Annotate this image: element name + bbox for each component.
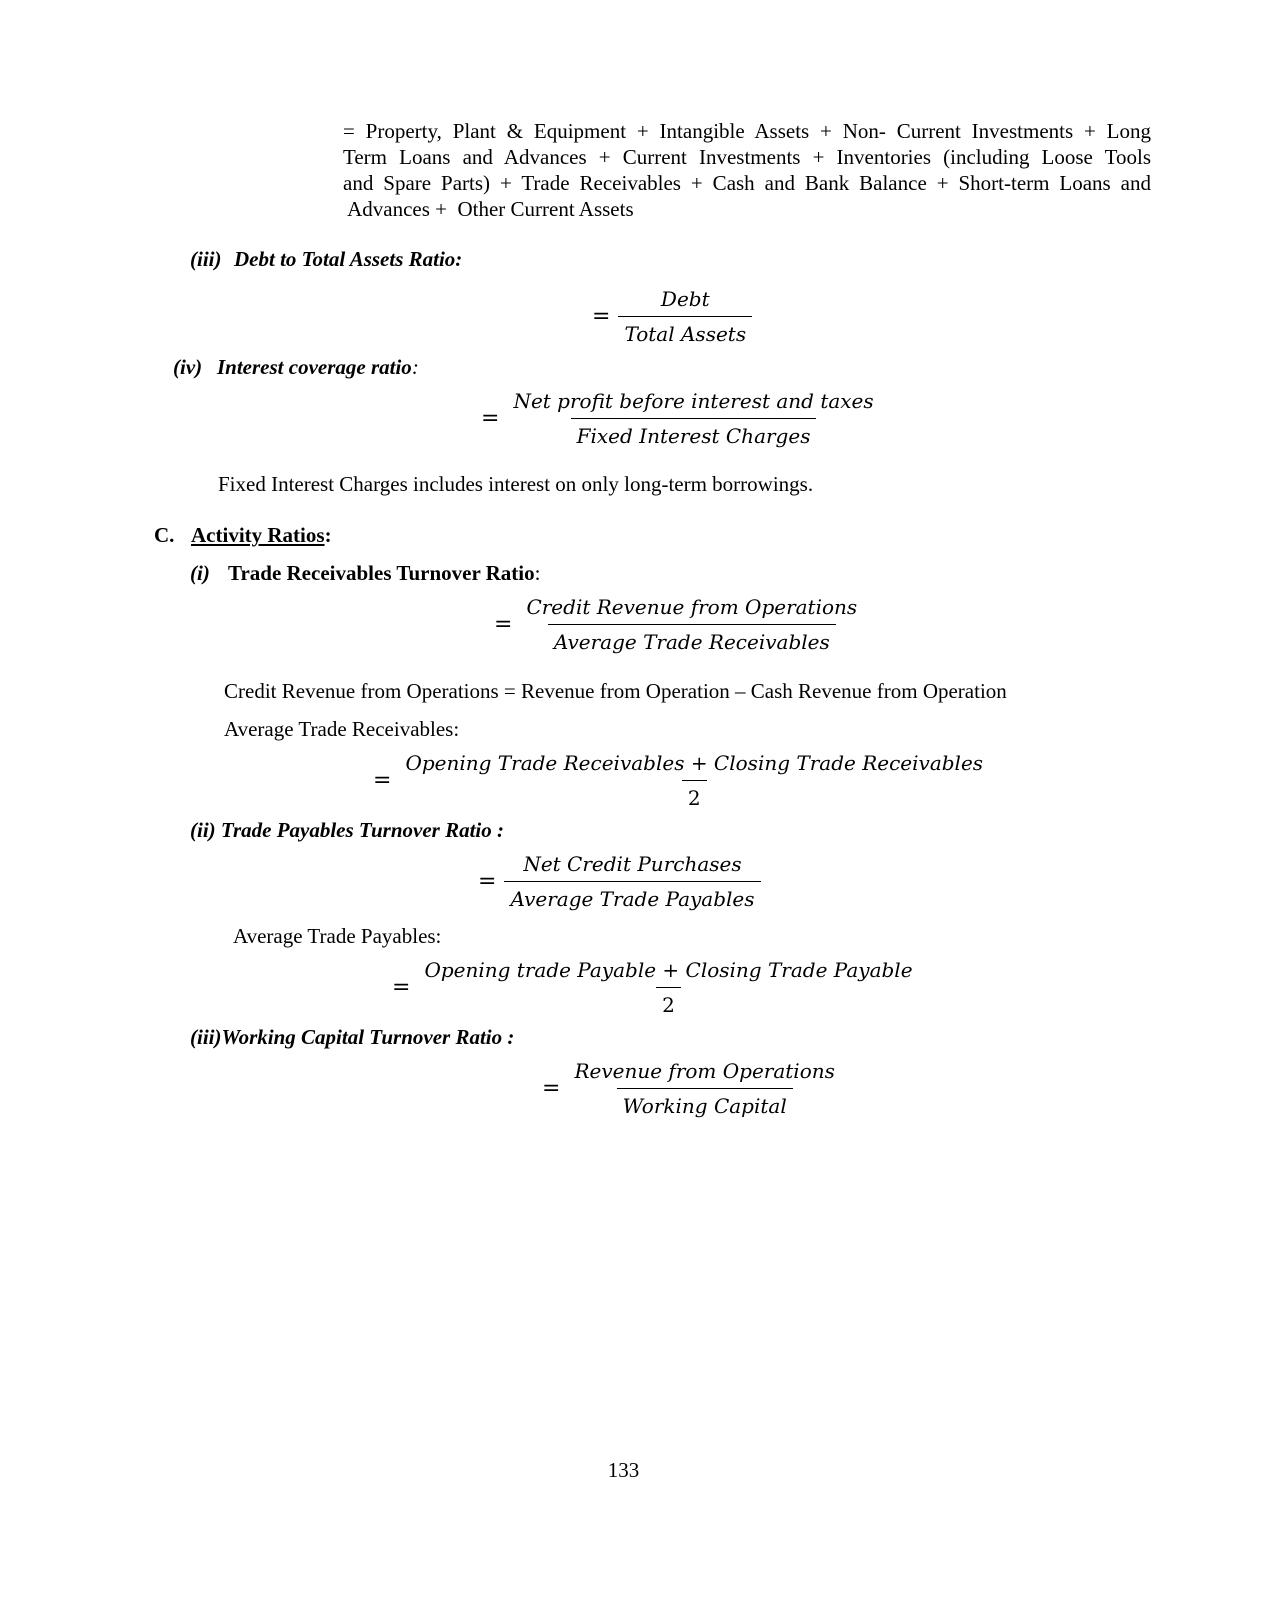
section-label: Activity Ratios (191, 523, 325, 547)
heading-title: Trade Receivables Turnover Ratio (228, 561, 535, 585)
fraction (568, 1059, 840, 1118)
formula-average-trade-receivables (373, 751, 989, 810)
section-letter: C. (154, 523, 175, 547)
formula-debt-to-total-assets (592, 287, 752, 346)
intro-line-2: Term Loans and Advances + Current Investments + Inventories (including Loose Tools (343, 145, 1151, 169)
intro-line-3: and Spare Parts) + Trade Receivables + Cash and Bank Balance + Short-term Loans and (343, 171, 1151, 195)
equals-sign: = (478, 869, 497, 894)
denominator: Average Trade Payables (504, 881, 760, 911)
heading-trade-receivables-turnover (190, 561, 540, 586)
fraction (399, 751, 989, 810)
average-trade-payables-label: Average Trade Payables: (233, 924, 442, 948)
section-colon: : (324, 523, 332, 547)
fraction (520, 595, 863, 654)
heading-number: (iv) (173, 355, 203, 379)
denominator: Total Assets (618, 316, 752, 346)
heading-number: (i) (190, 561, 210, 585)
numerator: Credit Revenue from Operations (526, 595, 858, 619)
page-number: 133 (607, 1458, 640, 1482)
denominator: Average Trade Receivables (548, 624, 836, 654)
interest-coverage-note: Fixed Interest Charges includes interest on only long-term borrowings. (218, 472, 814, 496)
denominator: 2 (682, 780, 707, 810)
numerator: Net profit before interest and taxes (513, 389, 874, 413)
formula-interest-coverage (481, 389, 880, 448)
equals-sign: = (542, 1076, 561, 1101)
equals-sign: = (392, 975, 411, 1000)
equals-sign: = (481, 406, 500, 431)
heading-title: Debt to Total Assets Ratio: (234, 247, 463, 271)
average-trade-receivables-label: Average Trade Receivables: (224, 717, 460, 741)
numerator: Revenue from Operations (574, 1059, 835, 1083)
heading-colon: : (534, 561, 541, 585)
numerator: Net Credit Purchases (523, 852, 742, 876)
equals-sign: = (592, 304, 611, 329)
denominator: 2 (656, 987, 681, 1017)
intro-paragraph (343, 118, 1151, 222)
numerator: Opening Trade Receivables + Closing Trade Receivables (405, 751, 984, 775)
heading-interest-coverage (173, 355, 419, 380)
heading-debt-to-total-assets (190, 247, 462, 272)
heading-title: Working Capital Turnover Ratio : (221, 1025, 515, 1049)
fraction (507, 389, 879, 448)
intro-line-4: Advances + Other Current Assets (343, 197, 634, 221)
heading-number: (ii) (190, 818, 216, 842)
denominator: Fixed Interest Charges (571, 418, 817, 448)
credit-revenue-note: Credit Revenue from Operations = Revenue from Operation – Cash Revenue from Operation (224, 679, 1007, 703)
heading-working-capital-turnover (190, 1025, 514, 1050)
intro-line-1: = Property, Plant & Equipment + Intangible Assets + Non- Current Investments + Long (343, 119, 1151, 143)
denominator: Working Capital (617, 1088, 793, 1118)
section-c-heading (154, 523, 332, 548)
formula-trade-payables-turnover (478, 852, 761, 911)
formula-working-capital-turnover (542, 1059, 841, 1118)
equals-sign: = (494, 612, 513, 637)
formula-trade-receivables-turnover (494, 595, 863, 654)
heading-number: (iii) (190, 1025, 222, 1049)
heading-colon: : (411, 355, 419, 379)
formula-average-trade-payables (392, 958, 919, 1017)
numerator: Debt (660, 287, 710, 311)
numerator: Opening trade Payable + Closing Trade Payable (424, 958, 913, 982)
fraction (504, 852, 760, 911)
heading-title: Trade Payables Turnover Ratio : (220, 818, 504, 842)
equals-sign: = (373, 768, 392, 793)
fraction (618, 287, 752, 346)
fraction (418, 958, 918, 1017)
heading-trade-payables-turnover (190, 818, 504, 843)
heading-title: Interest coverage ratio (217, 355, 412, 379)
heading-number: (iii) (190, 247, 222, 271)
